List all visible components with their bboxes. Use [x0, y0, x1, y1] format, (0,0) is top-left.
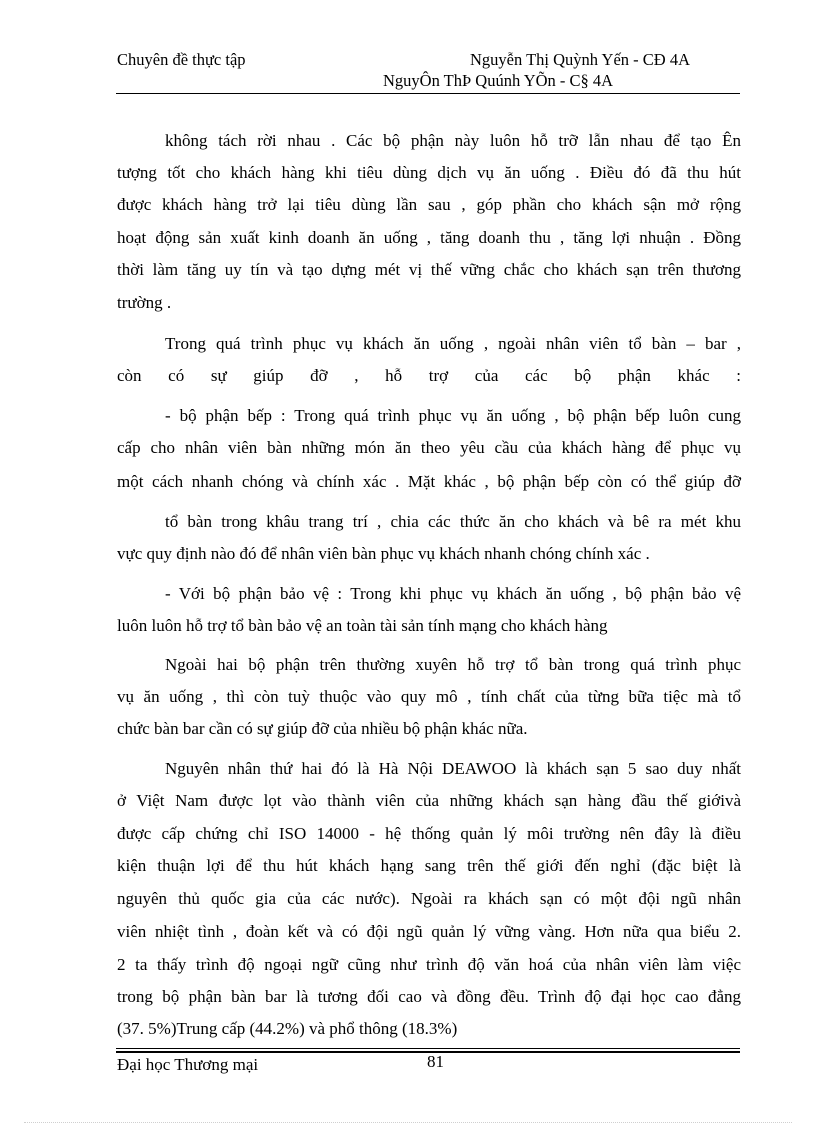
text-line: tượng tốt cho khách hàng khi tiêu dùng dịch vụ ăn uống . Điều đó đã thu hút: [117, 163, 741, 182]
text-line: - Với bộ phận bảo vệ : Trong khi phục vụ khách ăn uống , bộ phận bảo vệ: [165, 584, 741, 603]
text-line: hoạt động sản xuất kinh doanh ăn uống , tăng doanh thu , tăng lợi nhuận . Đồng: [117, 228, 741, 247]
text-line: trong bộ phận bàn bar là tương đối cao và đồng đều. Trình độ đại học cao đẳng: [117, 987, 741, 1006]
text-line: - bộ phận bếp : Trong quá trình phục vụ ăn uống , bộ phận bếp luôn cung: [165, 406, 741, 425]
text-line: còn có sự giúp đỡ , hỗ trợ của các bộ phận khác :: [117, 366, 741, 385]
text-line: Nguyên nhân thứ hai đó là Hà Nội DEAWOO là khách sạn 5 sao duy nhất: [165, 759, 741, 778]
text-line: trường .: [117, 293, 172, 312]
text-line: không tách rời nhau . Các bộ phận này luôn hỗ trỡ lẫn nhau để tạo Ên: [165, 131, 741, 150]
text-line: ở Việt Nam được lọt vào thành viên của những khách sạn hàng đầu thế giớivà: [117, 791, 741, 810]
text-line: (37. 5%)Trung cấp (44.2%) và phổ thông (18.3%): [117, 1019, 458, 1038]
header-rule: [116, 93, 740, 94]
text-line: được cấp chứng chỉ ISO 14000 - hệ thống quản lý môi trường nên đây là điều: [117, 824, 741, 843]
footer-university: Đại học Thương mại: [117, 1055, 259, 1074]
text-line: một cách nhanh chóng và chính xác . Mặt khác , bộ phận bếp còn có thể giúp đỡ: [117, 472, 741, 491]
text-line: vực quy định nào đó để nhân viên bàn phục vụ khách nhanh chóng chính xác .: [117, 544, 650, 563]
header-author-garbled: NguyÔn ThÞ Quúnh YÕn - C§ 4A: [383, 71, 614, 90]
text-line: chức bàn bar cần có sự giúp đỡ của nhiều bộ phận khác nữa.: [117, 719, 528, 738]
page-number: 81: [427, 1052, 444, 1071]
text-line: thời làm tăng uy tín và tạo dựng mét vị thế vững chắc cho khách sạn trên thương: [117, 260, 741, 279]
text-line: Trong quá trình phục vụ khách ăn uống , ngoài nhân viên tổ bàn – bar ,: [165, 334, 741, 353]
text-line: cấp cho nhân viên bàn những món ăn theo yêu cầu của khách hàng để phục vụ: [117, 438, 741, 457]
text-line: Ngoài hai bộ phận trên thường xuyên hỗ trợ tổ bàn trong quá trình phục: [165, 655, 741, 674]
text-line: tổ bàn trong khâu trang trí , chia các thức ăn cho khách và bê ra mét khu: [165, 512, 741, 531]
text-line: 2 ta thấy trình độ ngoại ngữ cũng như trình độ văn hoá của nhân viên làm việc: [117, 955, 741, 974]
header-left-title: Chuyên đề thực tập: [117, 50, 246, 69]
text-line: viên nhiệt tình , đoàn kết và có đội ngũ quản lý vững vàng. Hơn nữa qua biểu 2.: [117, 922, 741, 941]
text-line: vụ ăn uống , thì còn tuỳ thuộc vào quy mô , tính chất của từng bữa tiệc mà tổ: [117, 687, 741, 706]
text-line: được khách hàng trở lại tiêu dùng lần sau , góp phần cho khách sận mở rộng: [117, 195, 741, 214]
text-line: luôn luôn hỗ trợ tổ bàn bảo vệ an toàn tài sản tính mạng cho khách hàng: [117, 616, 608, 635]
text-line: nguyên thủ quốc gia của các nước). Ngoài ra khách sạn có một đội ngũ nhân: [117, 889, 741, 908]
header-author: Nguyễn Thị Quỳnh Yến - CĐ 4A: [470, 50, 690, 69]
text-line: kiện thuận lợi để thu hút khách hạng sang trên thế giới đến nghỉ (đặc biệt là: [117, 856, 741, 875]
footer-rule: [116, 1048, 740, 1049]
